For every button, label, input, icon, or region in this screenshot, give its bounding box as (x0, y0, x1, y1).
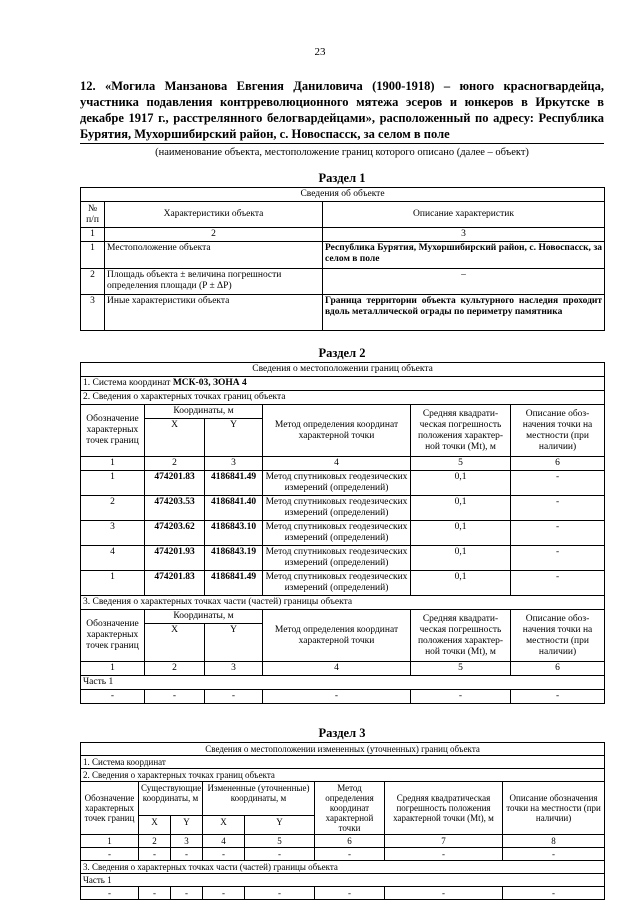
error: 0,1 (411, 546, 511, 571)
table-title: Сведения об объекте (81, 188, 605, 202)
column-header-number: № п/п (81, 202, 105, 228)
column-header-method: Метод определения координат характерной точки (263, 405, 411, 457)
table-row (81, 496, 605, 521)
empty-cell: - (503, 848, 605, 861)
error: 0,1 (411, 521, 511, 546)
table-row (81, 690, 605, 704)
column-number: 5 (245, 835, 315, 848)
column-header-error: Средняя квадрати-ческая погрешность положения характер-ной точки (Mt), м (411, 610, 511, 662)
table-row (81, 848, 605, 861)
column-number: 8 (503, 835, 605, 848)
method: Метод спутниковых геодезических измерений (определений) (263, 571, 411, 596)
points-title: 2. Сведения о характерных точках границ объекта (81, 769, 605, 782)
object-caption: (наименование объекта, местоположение границ которого описано (далее – объект) (155, 147, 529, 158)
empty-cell: - (81, 848, 139, 861)
point-description: - (511, 521, 605, 546)
empty-cell: - (411, 690, 511, 704)
row-number: 1 (81, 242, 105, 269)
column-number: 3 (323, 228, 605, 242)
table-row (81, 242, 605, 269)
column-number: 2 (105, 228, 323, 242)
column-number: 4 (203, 835, 245, 848)
column-number: 2 (145, 457, 205, 471)
column-number: 4 (263, 457, 411, 471)
column-header-description: Описание обоз-начения точки на местности (при наличии) (511, 405, 605, 457)
empty-cell: - (385, 887, 503, 900)
column-header-description: Описание характеристик (323, 202, 605, 228)
y-coord: 4186843.19 (205, 546, 263, 571)
column-header-method: Метод определения координат характерной точки (315, 782, 385, 835)
column-number: 3 (171, 835, 203, 848)
column-number: 5 (411, 457, 511, 471)
section-1-table (80, 187, 605, 331)
column-number: 5 (411, 662, 511, 676)
table-row (81, 521, 605, 546)
empty-cell: - (503, 887, 605, 900)
object-heading: 12. «Могила Манзанова Евгения Даниловича (1900-1918) – юного красногвардейца, участника подавления контрреволюционного мятежа эсеров и юнкеров в Иркутске в декабре 1917 г., расстрелянного белогвардейцами», расположенный по адресу: Республика Бурятия, Мухоршибирский район, с. Новоспасск, за селом в поле (80, 79, 604, 141)
column-header-coords: Координаты, м (145, 610, 263, 624)
x-coord: 474201.93 (145, 546, 205, 571)
column-number: 1 (81, 835, 139, 848)
method: Метод спутниковых геодезических измерений (определений) (263, 546, 411, 571)
column-header-error: Средняя квадратическая погрешность положения характерной точки (Mt), м (385, 782, 503, 835)
column-header-description: Описание обозначения точки на местности (при наличии) (503, 782, 605, 835)
characteristic: Площадь объекта ± величина погрешности определения площади (P ± ΔP) (105, 269, 323, 295)
section-1-title: Раздел 1 (318, 171, 366, 185)
column-header-existing: Существующие координаты, м (139, 782, 203, 816)
empty-cell: - (145, 690, 205, 704)
column-header-x: X (145, 624, 205, 662)
part-points-title: 3. Сведения о характерных точках части (частей) границы объекта (81, 861, 605, 874)
empty-cell: - (171, 887, 203, 900)
empty-cell: - (511, 690, 605, 704)
column-header-point: Обозначение характерных точек границ (81, 782, 139, 835)
table-title: Сведения о местоположении измененных (уточненных) границ объекта (81, 743, 605, 756)
point-id: 1 (81, 471, 145, 496)
column-header-point: Обозначение характерных точек границ (81, 405, 145, 457)
point-description: - (511, 471, 605, 496)
empty-cell: - (81, 690, 145, 704)
table-row (81, 471, 605, 496)
description: Граница территории объекта культурного наследия проходит вдоль металлической ограды по периметру памятника (323, 295, 605, 331)
error: 0,1 (411, 471, 511, 496)
column-number: 6 (315, 835, 385, 848)
empty-cell: - (203, 887, 245, 900)
y-coord: 4186841.40 (205, 496, 263, 521)
column-header-x: X (203, 815, 245, 834)
column-number: 1 (81, 662, 145, 676)
x-coord: 474203.53 (145, 496, 205, 521)
column-header-changed: Измененные (уточненные) координаты, м (203, 782, 315, 816)
part-label: Часть 1 (81, 874, 605, 887)
empty-cell: - (315, 887, 385, 900)
points-title: 2. Сведения о характерных точках границ объекта (81, 391, 605, 405)
method: Метод спутниковых геодезических измерений (определений) (263, 521, 411, 546)
column-header-error: Средняя квадрати-ческая погрешность положения характер-ной точки (Mt), м (411, 405, 511, 457)
heading-underline (80, 143, 604, 144)
column-header-y: Y (205, 419, 263, 457)
column-number: 6 (511, 662, 605, 676)
description: – (323, 269, 605, 295)
column-number: 1 (81, 228, 105, 242)
table-row (81, 295, 605, 331)
description: Республика Бурятия, Мухоршибирский район, с. Новоспасск, за селом в поле (323, 242, 605, 269)
section-2-title: Раздел 2 (318, 346, 366, 360)
empty-cell: - (385, 848, 503, 861)
column-header-x: X (145, 419, 205, 457)
empty-cell: - (205, 690, 263, 704)
coordinate-system-value: МСК-03, ЗОНА 4 (172, 378, 247, 388)
column-number: 6 (511, 457, 605, 471)
column-number: 2 (145, 662, 205, 676)
error: 0,1 (411, 496, 511, 521)
characteristic: Иные характеристики объекта (105, 295, 323, 331)
column-number: 2 (139, 835, 171, 848)
table-row (81, 546, 605, 571)
row-number: 2 (81, 269, 105, 295)
x-coord: 474201.83 (145, 571, 205, 596)
x-coord: 474201.83 (145, 471, 205, 496)
method: Метод спутниковых геодезических измерений (определений) (263, 471, 411, 496)
point-description: - (511, 496, 605, 521)
column-number: 4 (263, 662, 411, 676)
empty-cell: - (245, 848, 315, 861)
y-coord: 4186841.49 (205, 471, 263, 496)
empty-cell: - (139, 887, 171, 900)
x-coord: 474203.62 (145, 521, 205, 546)
column-number: 3 (205, 662, 263, 676)
row-number: 3 (81, 295, 105, 331)
point-description: - (511, 546, 605, 571)
column-header-description: Описание обоз-начения точки на местности (при наличии) (511, 610, 605, 662)
column-header-y: Y (245, 815, 315, 834)
empty-cell: - (139, 848, 171, 861)
column-number: 3 (205, 457, 263, 471)
error: 0,1 (411, 571, 511, 596)
characteristic: Местоположение объекта (105, 242, 323, 269)
part-points-title: 3. Сведения о характерных точках части (частей) границы объекта (81, 596, 605, 610)
empty-cell: - (203, 848, 245, 861)
section-3-table (80, 742, 605, 900)
point-id: 3 (81, 521, 145, 546)
table-row (81, 571, 605, 596)
column-header-x: X (139, 815, 171, 834)
column-header-coords: Координаты, м (145, 405, 263, 419)
table-row (81, 269, 605, 295)
part-label: Часть 1 (81, 676, 605, 690)
method: Метод спутниковых геодезических измерений (определений) (263, 496, 411, 521)
empty-cell: - (315, 848, 385, 861)
column-header-y: Y (171, 815, 203, 834)
point-id: 2 (81, 496, 145, 521)
table-title: Сведения о местоположении границ объекта (81, 363, 605, 377)
empty-cell: - (263, 690, 411, 704)
column-header-characteristic: Характеристики объекта (105, 202, 323, 228)
coordinate-system (81, 377, 605, 391)
column-number: 1 (81, 457, 145, 471)
column-header-point: Обозначение характерных точек границ (81, 610, 145, 662)
point-id: 4 (81, 546, 145, 571)
empty-cell: - (171, 848, 203, 861)
point-id: 1 (81, 571, 145, 596)
empty-cell: - (245, 887, 315, 900)
coordinate-system-label: 1. Система координат (83, 378, 171, 388)
y-coord: 4186841.49 (205, 571, 263, 596)
point-description: - (511, 571, 605, 596)
table-row (81, 887, 605, 900)
section-3-title: Раздел 3 (318, 726, 366, 740)
page-number: 23 (314, 46, 326, 58)
coordinate-system: 1. Система координат (81, 756, 605, 769)
empty-cell: - (81, 887, 139, 900)
column-header-y: Y (205, 624, 263, 662)
y-coord: 4186843.10 (205, 521, 263, 546)
section-2-table (80, 362, 605, 704)
column-number: 7 (385, 835, 503, 848)
column-header-method: Метод определения координат характерной точки (263, 610, 411, 662)
